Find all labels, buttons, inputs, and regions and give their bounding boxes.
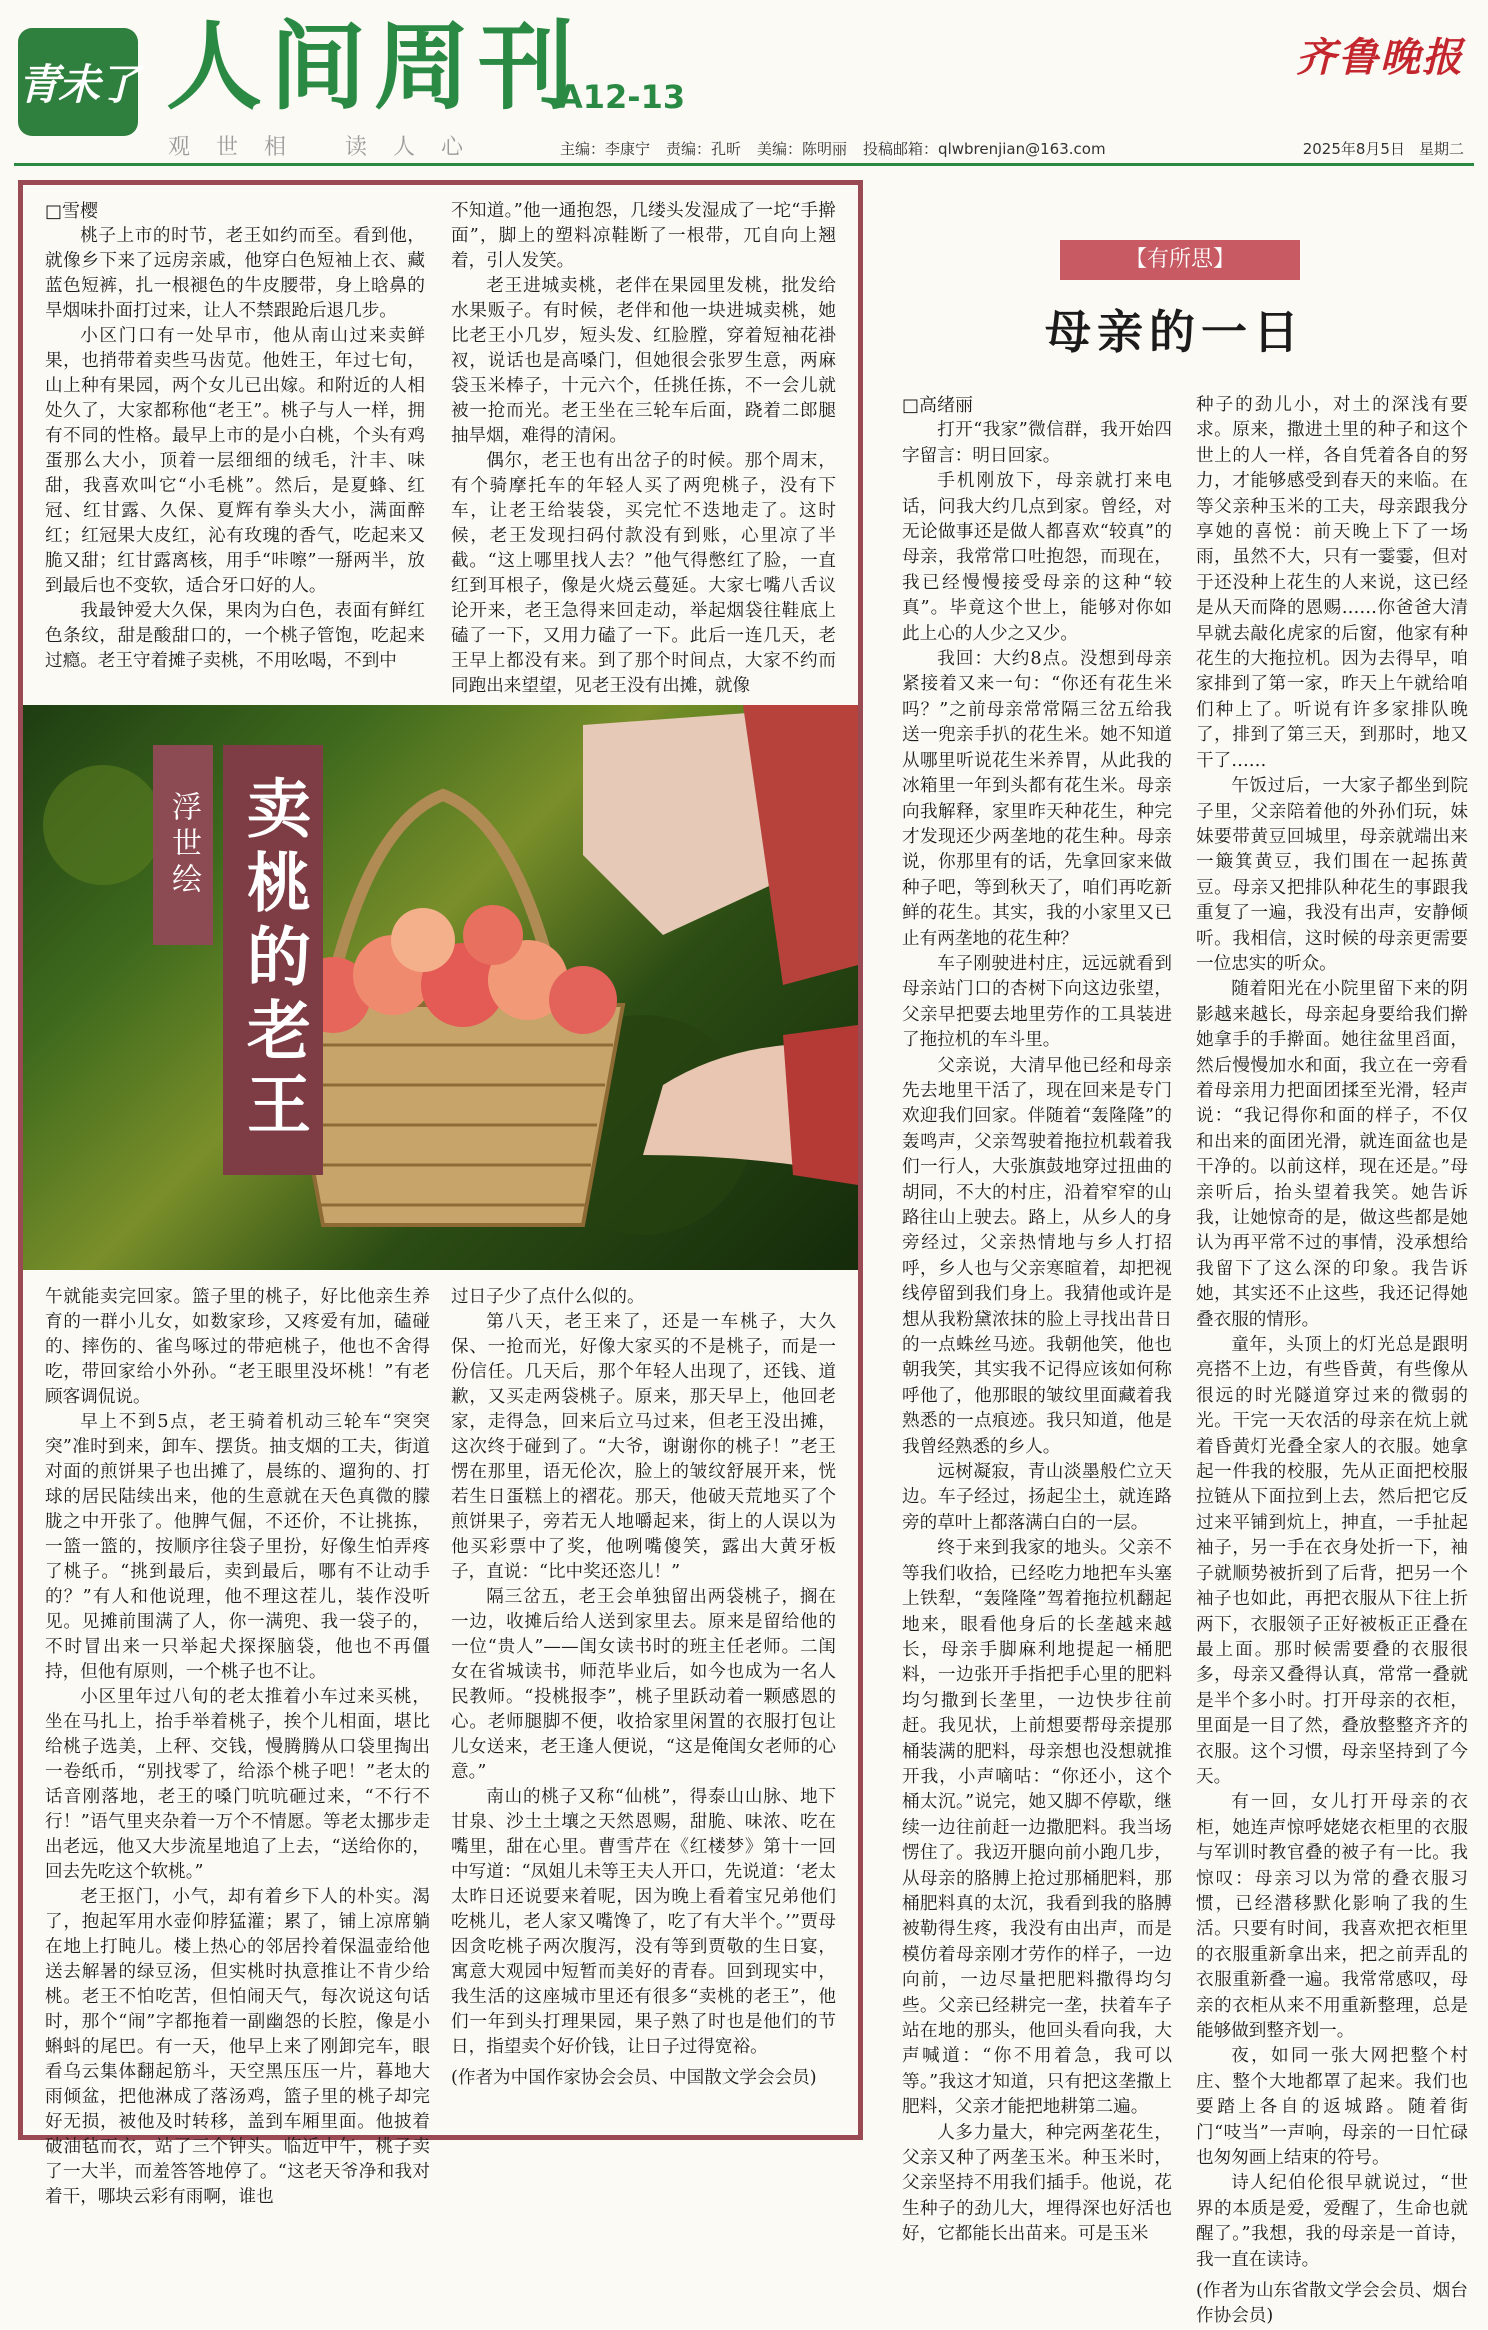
peach-basket-illustration <box>23 705 858 1270</box>
paragraph: 隔三岔五，老王会单独留出两袋桃子，搁在一边，收摊后给人送到家里去。原来是留给他的一位“贵人”——闺女读书时的班主任老师。二闺女在省城读书，师范毕业后，如今也成为一名人民教师。“投桃报李”，桃子里跃动着一颗感恩的心。老师腿脚不便，收拾家里闲置的衣服打包让儿女送来，老王逢人便说，“这是俺闺女老师的心意。” <box>451 1587 836 1782</box>
paragraph: 远树凝寂，青山淡墨般伫立天边。车子经过，扬起尘土，就连路旁的草叶上都落满白白的一层。 <box>902 1462 1172 1533</box>
paragraph: 早上不到5点，老王骑着机动三轮车“突突突”准时到来，卸车、摆货。抽支烟的工夫，街道对面的煎饼果子也出摊了，晨练的、遛狗的、打球的居民陆续出来，他的生意就在天色真微的朦胧之中开张了。他脾气倔，不还价，不让挑拣，一篮一篮的，按顺序往袋子里扮，好像生怕弄疼了桃子。“挑到最后，卖到最后，哪有不让动手的？”有人和他说理，他不理这茬儿，装作没听见。见摊前围满了人，你一满兜、我一袋子的，不时冒出来一只举起犬探探脑袋，他也不再僵持，但他有原则，一个桃子也不让。 <box>45 1412 430 1682</box>
masthead-rule <box>14 163 1474 166</box>
paragraph: 偶尔，老王也有出岔子的时候。那个周末，有个骑摩托车的年轻人买了两兜桃子，没有下车，让老王给装袋，买完忙不迭地走了。这时候，老王发现扫码付款没有到账，心里凉了半截。“这上哪里找人去？”他气得憋红了脸，一直红到耳根子，像是火烧云蔓延。大家七嘴八舌议论开来，老王急得来回走动，举起烟袋往鞋底上磕了一下，又用力磕了一下。此后一连几天，老王早上都没有来。到了那个时间点，大家不约而同跑出来望望，见老王没有出摊，就像 <box>451 451 836 696</box>
story2-author-note: (作者为山东省散文学会会员、烟台作协会员) <box>1196 2281 1468 2327</box>
editorial-credits <box>560 138 1106 159</box>
story1-column-2 <box>451 199 836 699</box>
paragraph: 父亲说，大清早他已经和母亲先去地里干活了，现在回来是专门欢迎我们回家。伴随着“轰隆隆”的轰鸣声，父亲驾驶着拖拉机载着我们一行人，大张旗鼓地穿过扭曲的胡同，不大的村庄，沿着窄窄的山路往山上驶去。路上，从乡人的身旁经过，父亲热情地与乡人打招呼，乡人也与父亲寒暄着，却把视线停留到我们身上。我猜他或许是想从我粉黛浓抹的脸上寻找出昔日的一点蛛丝马迹。我朝他笑，他也朝我笑，其实我不记得应该如何称呼他了，他那眼的皱纹里面藏着我熟悉的一点痕迹。我只知道，他是我曾经熟悉的乡人。 <box>902 1055 1172 1457</box>
paragraph: 南山的桃子又称“仙桃”，得泰山山脉、地下甘泉、沙土土壤之天然恩赐，甜脆、味浓、吃在嘴里，甜在心里。曹雪芹在《红楼梦》第十一回中写道：“凤姐儿未等王夫人开口，先说道：‘老太太昨日还说要来着呢，因为晚上看着宝兄弟他们吃桃儿，老人家又嘴馋了，吃了有大半个。’”贾母因贪吃桃子两次腹泻，没有等到贾敬的生日宴，寓意大观园中短暂而美好的青春。回到现实中，我生活的这座城市里还有很多“卖桃的老王”，他们一年到头打理果园，果子熟了时也是他们的节日，指望卖个好价钱，让日子过得宽裕。 <box>451 1787 836 2057</box>
paragraph: 我最钟爱大久保，果肉为白色，表面有鲜红色条纹，甜是酸甜口的，一个桃子管饱，吃起来过瘾。老王守着摊子卖桃，不用吆喝，不到中 <box>45 601 425 671</box>
paragraph: 终于来到我家的地头。父亲不等我们收拾，已经吃力地把车头塞上铁犁，“轰隆隆”驾着拖拉机翻起地来，眼看他身后的长垄越来越长，母亲手脚麻利地提起一桶肥料，一边张开手指把手心里的肥料均匀撒到长垄里，一边快步往前赶。我见状，上前想要帮母亲提那桶装满的肥料，母亲想也没想就推开我，小声嘀咕：“你还小，这个桶太沉。”说完，她又脚不停歇，继续一边往前赶一边撒肥料。我当场愣住了。我迈开腿向前小跑几步，从母亲的胳膊上抢过那桶肥料，那桶肥料真的太沉，我看到我的胳膊被勒得生疼，我没有由出声，而是模仿着母亲刚才劳作的样子，一边向前，一边尽量把肥料撒得均匀些。父亲已经耕完一垄，扶着车子站在地的那头，他回头看向我，大声喊道：“你不用着急，我可以等。”我这才知道，只有把这垄撒上肥料，父亲才能把地耕第二遍。 <box>902 1538 1172 2118</box>
story1-column-1 <box>45 199 425 674</box>
section-logo-text: 青未了 <box>18 60 139 109</box>
paragraph: 随着阳光在小院里留下来的阴影越来越长，母亲起身要给我们擀她拿手的手擀面。她往盆里舀面，然后慢慢加水和面，我立在一旁看着母亲用力把面团揉至光滑，轻声说：“我记得你和面的样子，不仅和出来的面团光滑，就连面盆也是干净的。以前这样，现在还是。”母亲听后，抬头望着我笑。她告诉我，让她惊奇的是，做这些都是她认为再平常不过的事情，没承想给我留下了这么深的印象。我告诉她，其实还不止这些，我还记得她叠衣服的情形。 <box>1196 979 1468 1330</box>
paragraph: 小区门口有一处早市，他从南山过来卖鲜果，也捎带着卖些马齿苋。他姓王，年过七旬，山上种有果园，两个女儿已出嫁。和附近的人相处久了，大家都称他“老王”。桃子与人一样，拥有不同的性格。最早上市的是小白桃，个头有鸡蛋那么大小，顶着一层细细的绒毛，汁丰、味甜，我喜欢叫它“小毛桃”。然后，是夏蜂、红冠、红甘露、久保、夏辉有拳头大小，满面醉红；红冠果大皮红，沁有玫瑰的香气，吃起来又脆又甜；红甘露离核，用手“咔嚓”一掰两半，放到最后也不变软，适合牙口好的人。 <box>45 326 425 596</box>
story-peach-seller <box>18 180 863 2207</box>
paragraph: 车子刚驶进村庄，远远就看到母亲站门口的杏树下向这边张望，父亲早把要去地里劳作的工具装进了拖拉机的车斗里。 <box>902 953 1172 1051</box>
newspaper-logo: 齐鲁晚报 <box>1296 34 1464 81</box>
paragraph: 午就能卖完回家。篮子里的桃子，好比他亲生养育的一群小儿女，如数家珍，又疼爱有加，磕碰的、摔伤的、雀鸟啄过的带疤桃子，他也不舍得吃，带回家给小外孙。“老王眼里没坏桃！”有老顾客调侃说。 <box>45 1287 430 1407</box>
paragraph: 诗人纪伯伦很早就说过，“世界的本质是爱，爱醒了，生命也就醒了。”我想，我的母亲是一首诗，我一直在读诗。 <box>1196 2173 1468 2270</box>
section-title: 人间周刊 <box>166 10 582 123</box>
paragraph: 过日子少了点什么似的。 <box>451 1287 645 1307</box>
paragraph: 不知道。”他一通抱怨，几缕头发湿成了一坨“手擀面”，脚上的塑料凉鞋断了一根带，兀自向上翘着，引人发笑。 <box>451 201 836 271</box>
paragraph: 种子的劲儿小，对土的深浅有要求。原来，撒进土里的种子和这个世上的人一样，各自凭着各自的努力，才能够感受到春天的来临。在等父亲种玉米的工夫，母亲跟我分享她的喜悦：前天晚上下了一场雨，虽然不大，只有一霎霎，但对于还没种上花生的人来说，这已经是从天而降的恩赐……你爸爸大清早就去敲化虎家的后窗，他家有种花生的大拖拉机。因为去得早，咱家排到了第一家，昨天上午就给咱们种上了。听说有许多家排队晚了，排到了第三天，到那时，地又干了…… <box>1196 395 1468 771</box>
section-logo <box>18 28 138 136</box>
story1-kicker: 浮世绘 <box>153 745 213 945</box>
issue-weekday: 星期二 <box>1418 140 1464 158</box>
page-number: A12-13 <box>558 78 686 116</box>
story1-column-4 <box>451 1285 836 2091</box>
paragraph: 老王抠门，小气，却有着乡下人的朴实。渴了，抱起军用水壶仰脖猛灌；累了，铺上凉席躺在地上打盹儿。楼上热心的邻居拎着保温壶给他送去解暑的绿豆汤，但实桃时执意推让不肯少给桃。老王不怕吃苦，但怕闹天气，每次说这句话时，那个“闹”字都拖着一副幽怨的长腔，像是小蝌蚪的尾巴。有一天，他早上来了刚卸完车，眼看乌云集体翻起筋斗，天空黑压压一片，暮地大雨倾盆，把他淋成了落汤鸡，篮子里的桃子却完好无损，被他及时转移，盖到车厢里面。他披着破油毡而衣，站了三个钟头。临近中午，桃子卖了一大半，而羞答答地停了。“这老天爷净和我对着干，哪块云彩有雨啊，谁也 <box>45 1887 430 2207</box>
paragraph: 午饭过后，一大家子都坐到院子里，父亲陪着他的外孙们玩，妹妹要带黄豆回城里，母亲就端出来一簸箕黄豆，我们围在一起拣黄豆。母亲又把排队种花生的事跟我重复了一遍，我没有出声，安静倾听。我相信，这时候的母亲更需要一位忠实的听众。 <box>1196 776 1468 974</box>
paragraph: 夜，如同一张大网把整个村庄、整个大地都罩了起来。我们也要踏上各自的返城路。随着街门“吱当”一声响，母亲的一日忙碌也匆匆画上结束的符号。 <box>1196 2046 1468 2169</box>
story1-column-3 <box>45 1285 430 2210</box>
story1-author-note: (作者为中国作家协会会员、中国散文学会会员) <box>451 2068 817 2088</box>
story2-kicker: 【有所思】 <box>1060 240 1300 280</box>
paragraph: 童年，头顶上的灯光总是跟明亮搭不上边，有些昏黄，有些像从很远的时光隧道穿过来的微弱的光。干完一天农活的母亲在炕上就着昏黄灯光叠全家人的衣服。她拿起一件我的校服，先从正面把校服拉链从下面拉到上去，然后把它反过来平铺到炕上，抻直，一手扯起袖子，另一手在衣身处折一下，袖子就顺势被折到了后背，把另一个袖子也如此，再把衣服从下往上折两下，衣服领子正好被板正正叠在最上面。那时候需要叠的衣服很多，母亲又叠得认真，常常一叠就是半个多小时。打开母亲的衣柜，里面是一目了然，叠放整整齐齐的衣服。这个习惯，母亲坚持到了今天。 <box>1196 1335 1468 1787</box>
paragraph: 人多力量大，种完两垄花生，父亲又种了两垄玉米。种玉米时，父亲坚持不用我们插手。他说，花生种子的劲儿大，埋得深也好活也好，它都能长出苗来。可是玉米 <box>902 2122 1172 2245</box>
dateline <box>1303 138 1464 159</box>
story2-column-2 <box>1196 393 1468 2330</box>
story2-title: 母亲的一日 <box>1045 305 1305 359</box>
paragraph: 打开“我家”微信群，我开始四字留言：明日回家。 <box>902 420 1172 466</box>
story2-column-1 <box>902 393 1172 2248</box>
story2-byline: □高绪丽 <box>902 395 974 416</box>
story1-byline: □雪樱 <box>45 201 99 222</box>
masthead <box>0 0 1488 165</box>
issue-date: 2025年8月5日 <box>1302 140 1405 158</box>
submission-email[interactable]: 投稿邮箱：qlwbrenjian@163.com <box>863 140 1106 158</box>
paragraph: 手机刚放下，母亲就打来电话，问我大约几点到家。曾经，对无论做事还是做人都喜欢“较真”的母亲，我常常口吐抱怨，而现在，我已经慢慢接受母亲的这种“较真”。毕竟这个世上，能够对你如此上心的人少之又少。 <box>902 471 1172 644</box>
paragraph: 有一回，女儿打开母亲的衣柜，她连声惊呼姥姥衣柜里的衣服与军训时教官叠的被子有一比。我惊叹：母亲习以为常的叠衣服习惯，已经潜移默化影响了我的生活。只要有时间，我喜欢把衣柜里的衣服重新拿出来，把之前弄乱的衣服重新叠一遍。我常常感叹，母亲的衣柜从来不用重新整理，总是能够做到整齐划一。 <box>1196 1792 1468 2041</box>
paragraph: 我回：大约8点。没想到母亲紧接着又来一句：“你还有花生米吗？”之前母亲常常隔三岔五给我送一兜亲手扒的花生米。她不知道从哪里听说花生米养胃，从此我的冰箱里一年到头都有花生米。母亲向我解释，家里昨天种花生，种完才发现还少两垄地的花生种。母亲说，你那里有的话，先拿回家来做种子吧，等到秋天了，咱们再吃新鲜的花生。其实，我的小家里又已止有两垄地的花生种？ <box>902 649 1172 949</box>
editor-credit: 主编：李康宁 <box>560 140 651 158</box>
paragraph: 小区里年过八旬的老太推着小车过来买桃，坐在马扎上，抬手举着桃子，挨个儿相面，堪比给桃子选美，上秤、交钱，慢腾腾从口袋里掏出一卷纸币，“别找零了，给添个桃子吧！”老太的话音刚落地，老王的嗓门吭吭砸过来，“不行不行！”语气里夹杂着一万个不情愿。等老太挪步走出老远，他又大步流星地追了上去，“送给你的，回去先吃这个软桃。” <box>45 1687 430 1882</box>
paragraph: 桃子上市的时节，老王如约而至。看到他，就像乡下来了远房亲戚，他穿白色短袖上衣、藏蓝色短裤，扎一根褪色的牛皮腰带，身上晗鼻的旱烟味扑面打过来，让人不禁跟跄后退几步。 <box>45 226 425 321</box>
section-slogan: 观世相 读人心 <box>168 135 489 160</box>
story1-title: 卖桃的老王 <box>223 745 323 1175</box>
paragraph: 第八天，老王来了，还是一车桃子，大久保、一抢而光，好像大家买的不是桃子，而是一份信任。几天后，那个年轻人出现了，还钱、道歉，又买走两袋桃子。原来，那天早上，他回老家，走得急，回来后立马过来，但老王没出摊，这次终于碰到了。“大爷，谢谢你的桃子！”老王愣在那里，语无伦次，脸上的皱纹舒展开来，恍若生日蛋糕上的褶花。那天，他破天荒地买了个煎饼果子，旁若无人地嚼起来，街上的人误以为他买彩票中了奖，他咧嘴傻笑，露出大黄牙板子，直说：“比中奖还恣儿！” <box>451 1312 836 1582</box>
art-editor-credit: 美编：陈明丽 <box>757 140 848 158</box>
peach-basket-photo <box>23 705 858 1270</box>
copy-editor-credit: 责编：孔昕 <box>666 140 742 158</box>
paragraph: 老王进城卖桃，老伴在果园里发桃，批发给水果贩子。有时候，老伴和他一块进城卖桃，她比老王小几岁，短头发、红脸膛，穿着短袖花褂衩，说话也是高嗓门，但她很会张罗生意，两麻袋玉米棒子，十元六个，任挑任拣，不一会儿就被一抢而光。老王坐在三轮车后面，跷着二郎腿抽旱烟，难得的清闲。 <box>451 276 836 446</box>
